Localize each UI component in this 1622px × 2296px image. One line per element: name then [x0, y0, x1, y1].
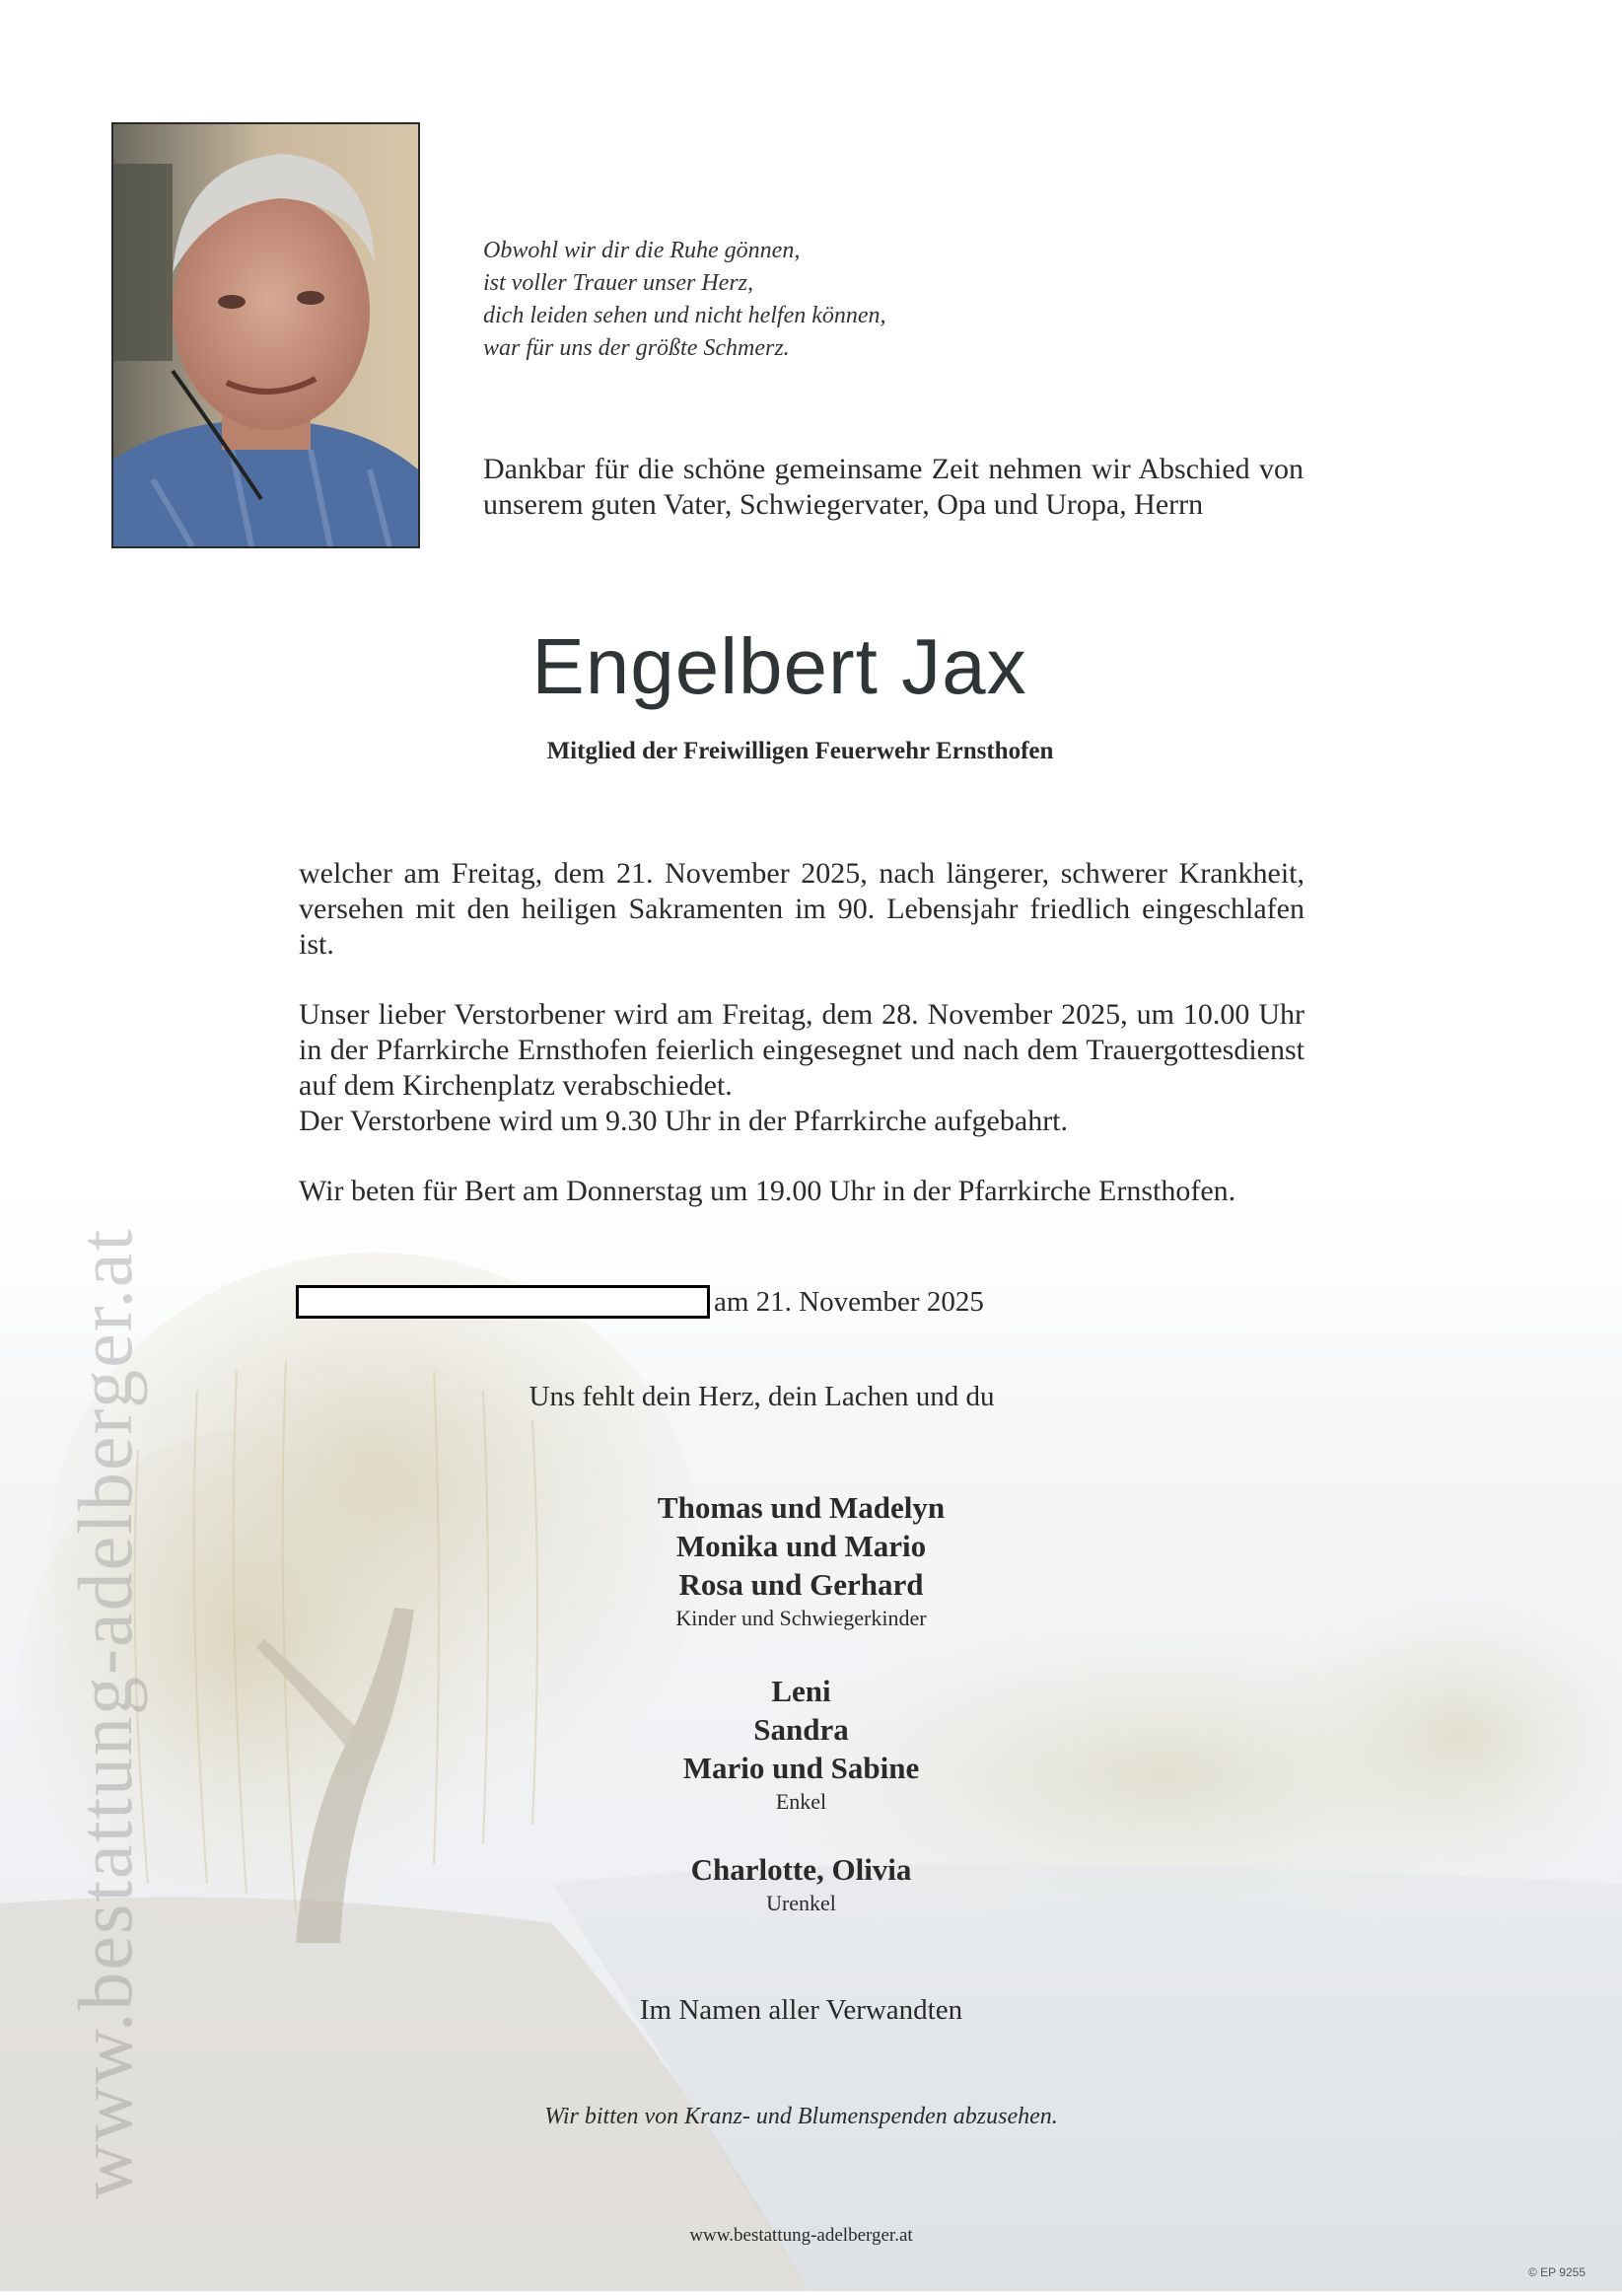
poem — [483, 235, 886, 365]
family-group-grandchildren — [0, 1672, 1622, 1817]
poem-line: Obwohl wir dir die Ruhe gönnen, — [483, 238, 801, 263]
family-name: Leni — [771, 1674, 831, 1708]
deceased-name — [0, 621, 1622, 712]
footer-url-text: www.bestattung-adelberger.at — [689, 2225, 913, 2246]
flowers-note-text: Wir bitten von Kranz- und Blumenspenden abzusehen. — [544, 2104, 1058, 2129]
family-role: Enkel — [775, 1789, 827, 1814]
flowers-note — [0, 2104, 1622, 2130]
family-role: Urenkel — [766, 1891, 836, 1915]
deceased-name-text: Engelbert Jax — [531, 622, 1027, 710]
laying-out-line: Der Verstorbene wird um 9.30 Uhr in der Pfarrkirche aufgebahrt. — [299, 1105, 1069, 1137]
family-name: Thomas und Madelyn — [657, 1490, 946, 1525]
prayer-paragraph: Wir beten für Bert am Donnerstag um 19.00 Uhr in der Pfarrkirche Ernsthofen. — [299, 1175, 1236, 1207]
family-group-children — [0, 1488, 1622, 1633]
miss-line — [0, 1381, 1622, 1413]
family-role: Kinder und Schwiegerkinder — [675, 1606, 927, 1630]
relatives-line-text: Im Namen aller Verwandten — [639, 1994, 963, 2026]
death-paragraph: welcher am Freitag, dem 21. November 2025, nach längerer, schwerer Krankheit, versehen mit den heiligen Sakramenten im 90. Lebensjahr friedlich eingeschlafen ist. — [299, 857, 1305, 961]
poem-line: war für uns der größte Schmerz. — [483, 335, 790, 361]
funeral-paragraph — [299, 997, 1305, 1139]
family-name: Mario und Sabine — [682, 1751, 920, 1785]
miss-line-text: Uns fehlt dein Herz, dein Lachen und du — [529, 1381, 995, 1412]
intro-paragraph: Dankbar für die schöne gemeinsame Zeit nehmen wir Abschied von unserem guten Vater, Schwiegervater, Opa und Uropa, Herrn — [483, 453, 1304, 521]
footer-url — [0, 2225, 1622, 2247]
family-name: Monika und Mario — [675, 1529, 927, 1563]
funeral-paragraph-main: Unser lieber Verstorbener wird am Freitag, dem 28. November 2025, um 10.00 Uhr in der Pfarrkirche Ernsthofen feierlich eingesegnet und nach dem Trauergottesdienst auf dem Kirchenplatz verabschiedet. — [299, 998, 1305, 1102]
redacted-row — [296, 1285, 984, 1325]
family-name: Sandra — [753, 1712, 849, 1747]
watermark-text: www.bestattung-adelberger.at — [62, 1227, 148, 2199]
poem-line: dich leiden sehen und nicht helfen können, — [483, 303, 886, 328]
poem-line: ist voller Trauer unser Herz, — [483, 270, 754, 296]
family-group-great-grandchildren — [0, 1850, 1622, 1918]
redacted-date: am 21. November 2025 — [714, 1285, 984, 1318]
membership-line — [0, 738, 1622, 765]
membership-text: Mitglied der Freiwilligen Feuerwehr Ernsthofen — [546, 738, 1054, 764]
family-name: Charlotte, Olivia — [690, 1852, 912, 1887]
redaction-box — [296, 1285, 710, 1319]
relatives-line — [0, 1994, 1622, 2027]
portrait-photo — [111, 122, 420, 548]
document-code: © EP 9255 — [1528, 2265, 1586, 2279]
family-name: Rosa und Gerhard — [678, 1567, 924, 1602]
